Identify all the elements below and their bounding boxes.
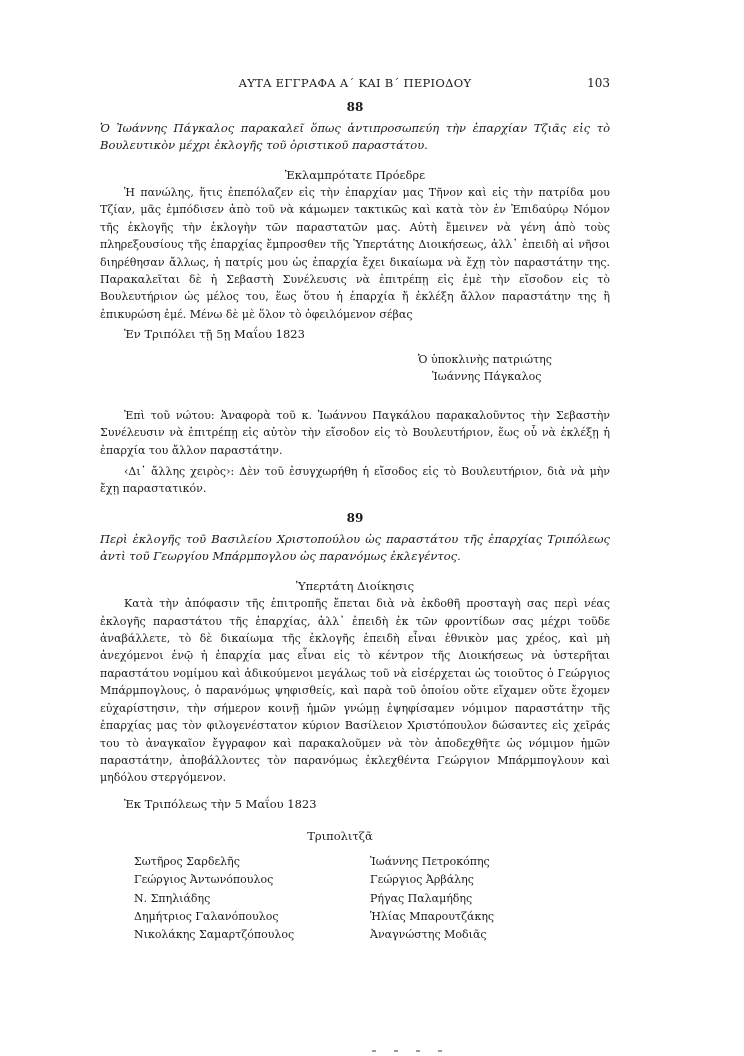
signer-name: Γεώργιος Ἀντωνόπουλος [134, 873, 274, 887]
signer-name: Ρήγας Παλαμήδης [370, 891, 473, 905]
signers-list [100, 853, 610, 945]
document-88 [100, 100, 610, 497]
signer-name: Γεώργιος Ἀρβάλης [370, 873, 474, 887]
signature-name: Ἰωάννης Πάγκαλος [432, 370, 542, 384]
signer-name: Σωτῆρος Σαρδελῆς [134, 854, 240, 868]
document-number: 89 [346, 511, 364, 526]
document-summary: Ὁ Ἰωάννης Πάγκαλος παρακαλεῖ ὅπως ἀντιπροσωπεύη τὴν ἐπαρχίαν Τζιᾶς εἰς τὸ Βουλευτικὸν μέχρι ἐκλογῆς τοῦ ὁριστικοῦ παραστάτου. [100, 121, 610, 152]
signer-name: Δημήτριος Γαλανόπουλος [134, 909, 279, 923]
document-number: 88 [346, 100, 364, 114]
letter-body: Ἡ πανώλης, ἥτις ἐπεπόλαζεν εἰς τὴν ἐπαρχίαν μας Τῆνον καὶ εἰς τὴν πατρίδα μου Τζίαν, μᾶς ἐμπόδισεν ἀπὸ τοῦ νὰ κάμωμεν τακτικῶς καὶ κατὰ τὸν ἐν Ἐπιδαύρῳ Νόμον τῆς ἐκλογῆς τὴν ἐκλογὴν τῶν παραστατῶν μας. Αὐτὴ ἔμεινεν νὰ γένη ἀπὸ τοὺς πληρεξουσίους τῆς ἐπαρχίας ἔμπροσθεν τῆς Ὑπερτάτης Διοικήσεως, ἀλλ᾿ ἐπειδὴ αἱ νῆσοι διηρέθησαν ἄλλως, ἡ πατρίς μου ὡς ἐπαρχία ἔχει δικαίωμα νὰ ἔχῃ τὸν παραστάτην της. Παρακαλεῖται δὲ ἡ Σεβαστὴ Συνέλευσις νὰ ἐπιτρέπῃ εἰς ἐμὲ τὴν εἴσοδον εἰς τὸ Βουλευτήριον ὡς μέλος του, ἕως ὅτου ἡ ἐπαρχία ἤ ἐκλέξη ἄλλον παραστάτην της ἢ ἐπικυρώση ἐμέ. Μένω δὲ μὲ ὅλον τὸ ὀφειλόμενον σέβας [100, 186, 610, 321]
place-date: Ἐν Τριπόλει τῇ 5ῃ Μαΐου 1823 [124, 327, 305, 342]
scan-marks [372, 1037, 462, 1041]
signer-name: Νικολάκης Σαμαρτζόπουλος [134, 928, 295, 942]
letter-body: Κατὰ τὴν ἀπόφασιν τῆς ἐπιτροπῆς ἔπεται διὰ νὰ ἐκδοθῆ προσταγὴ σας περὶ νέας ἐκλογῆς παραστάτου τῆς ἐπαρχίας, ἀλλ᾿ ἐπειδὴ ἐκ τῶν φροντίδων σας μέχρι τοῦδε ἀναβάλλετε, τὸ δὲ δικαίωμα τῆς ἐκλογῆς ἐπειδὴ εἶναι ἐθνικὸν μας χρέος, καὶ μὴ ἀνεχόμενοι ἐνῷ ἡ ἐπαρχία μας εἶναι εἰς τὸ κέντρον τῆς Διοικήσεως νὰ ὑστερῆται παραστάτου νομίμου καὶ ἀδικούμενοι μεγάλως τοῦ νὰ εἰσέρχεται ὡς τοιοῦτος ὁ Γεώργιος Μπάρμπογλους, ὁ παρανόμως ψηφισθείς, καὶ παρὰ τοῦ ὁποίου οὔτε εἴχαμεν οὔτε ἔχομεν εὐχαρίστησιν, τὴν σήμερον κοινῇ ἡμῶν γνώμῃ ἐψηφίσαμεν νόμιμον παραστάτην τῆς ἐπαρχίας μας τὸν φιλογενέστατον κύριον Βασίλειον Χριστόπουλον δώσαντες εἰς χεῖράς του τὸ ἀναγκαῖον ἔγγραφον καὶ παρακαλοῦμεν νὰ τὸν ἀποδεχθῆτε ὡς νόμιμον ἡμῶν παραστάτην, ἀποβάλλοντες τὸν παρανόμως ἐκλεχθέντα Γεώργιον Μπάρμπογλουν καὶ μηδόλου στεργόμενον. [100, 597, 610, 785]
page-number: 103 [587, 76, 610, 90]
place-date: Ἐκ Τριπόλεως τὴν 5 Μαΐου 1823 [124, 796, 317, 811]
signature-block [418, 351, 610, 385]
signer-name: Ἀναγνώστης Μοδιᾶς [370, 928, 487, 942]
salutation: Ὑπερτάτη Διοίκησις [295, 579, 415, 594]
document-page [100, 76, 610, 945]
signer-name: Ἰωάννης Πετροκόπης [370, 854, 490, 868]
signature-closing: Ὁ ὑποκλινὴς πατριώτης [418, 353, 552, 367]
signers-left-column [134, 853, 294, 945]
document-89 [100, 511, 610, 944]
verso-note: Ἐπὶ τοῦ νώτου: Ἀναφορὰ τοῦ κ. Ἰωάννου Παγκάλου παρακαλοῦντος τὴν Σεβαστὴν Συνέλευσιν νὰ ἐπιτρέπῃ εἰς αὐτὸν τὴν εἴσοδον εἰς τὸ Βουλευτήριον, ἕως οὗ νὰ ἐκλέξῃ ἡ ἐπαρχία του ἄλλον παραστάτην. [100, 409, 610, 457]
signers-right-column [370, 853, 494, 945]
signer-name: Ἡλίας Μπαρουτζάκης [370, 909, 495, 923]
page-header [100, 76, 610, 98]
document-summary: Περὶ ἐκλογῆς τοῦ Βασιλείου Χριστοπούλου ὡς παραστάτου τῆς ἐπαρχίας Τριπόλεως ἀντὶ τοῦ Γεωργίου Μπάρμπογλου ὡς παρανόμως ἐκλεγέντος. [100, 532, 610, 564]
running-title: ΑΥΤΑ ΕΓΓΡΑΦΑ Α΄ ΚΑΙ Β΄ ΠΕΡΙΟΔΟΥ [238, 76, 472, 90]
signer-name: Ν. Σπηλιάδης [134, 891, 211, 905]
signers-place: Τριπολιτζᾶ [307, 828, 373, 843]
salutation: Ἐκλαμπρότατε Πρόεδρε [284, 168, 426, 182]
other-hand-note: ‹Δι᾿ ἄλλης χειρὸς›: Δὲν τοῦ ἐσυγχωρήθη ἡ εἴσοδος εἰς τὸ Βουλευτήριον, διὰ νὰ μὴν ἔχῃ παραστατικόν. [100, 464, 610, 496]
